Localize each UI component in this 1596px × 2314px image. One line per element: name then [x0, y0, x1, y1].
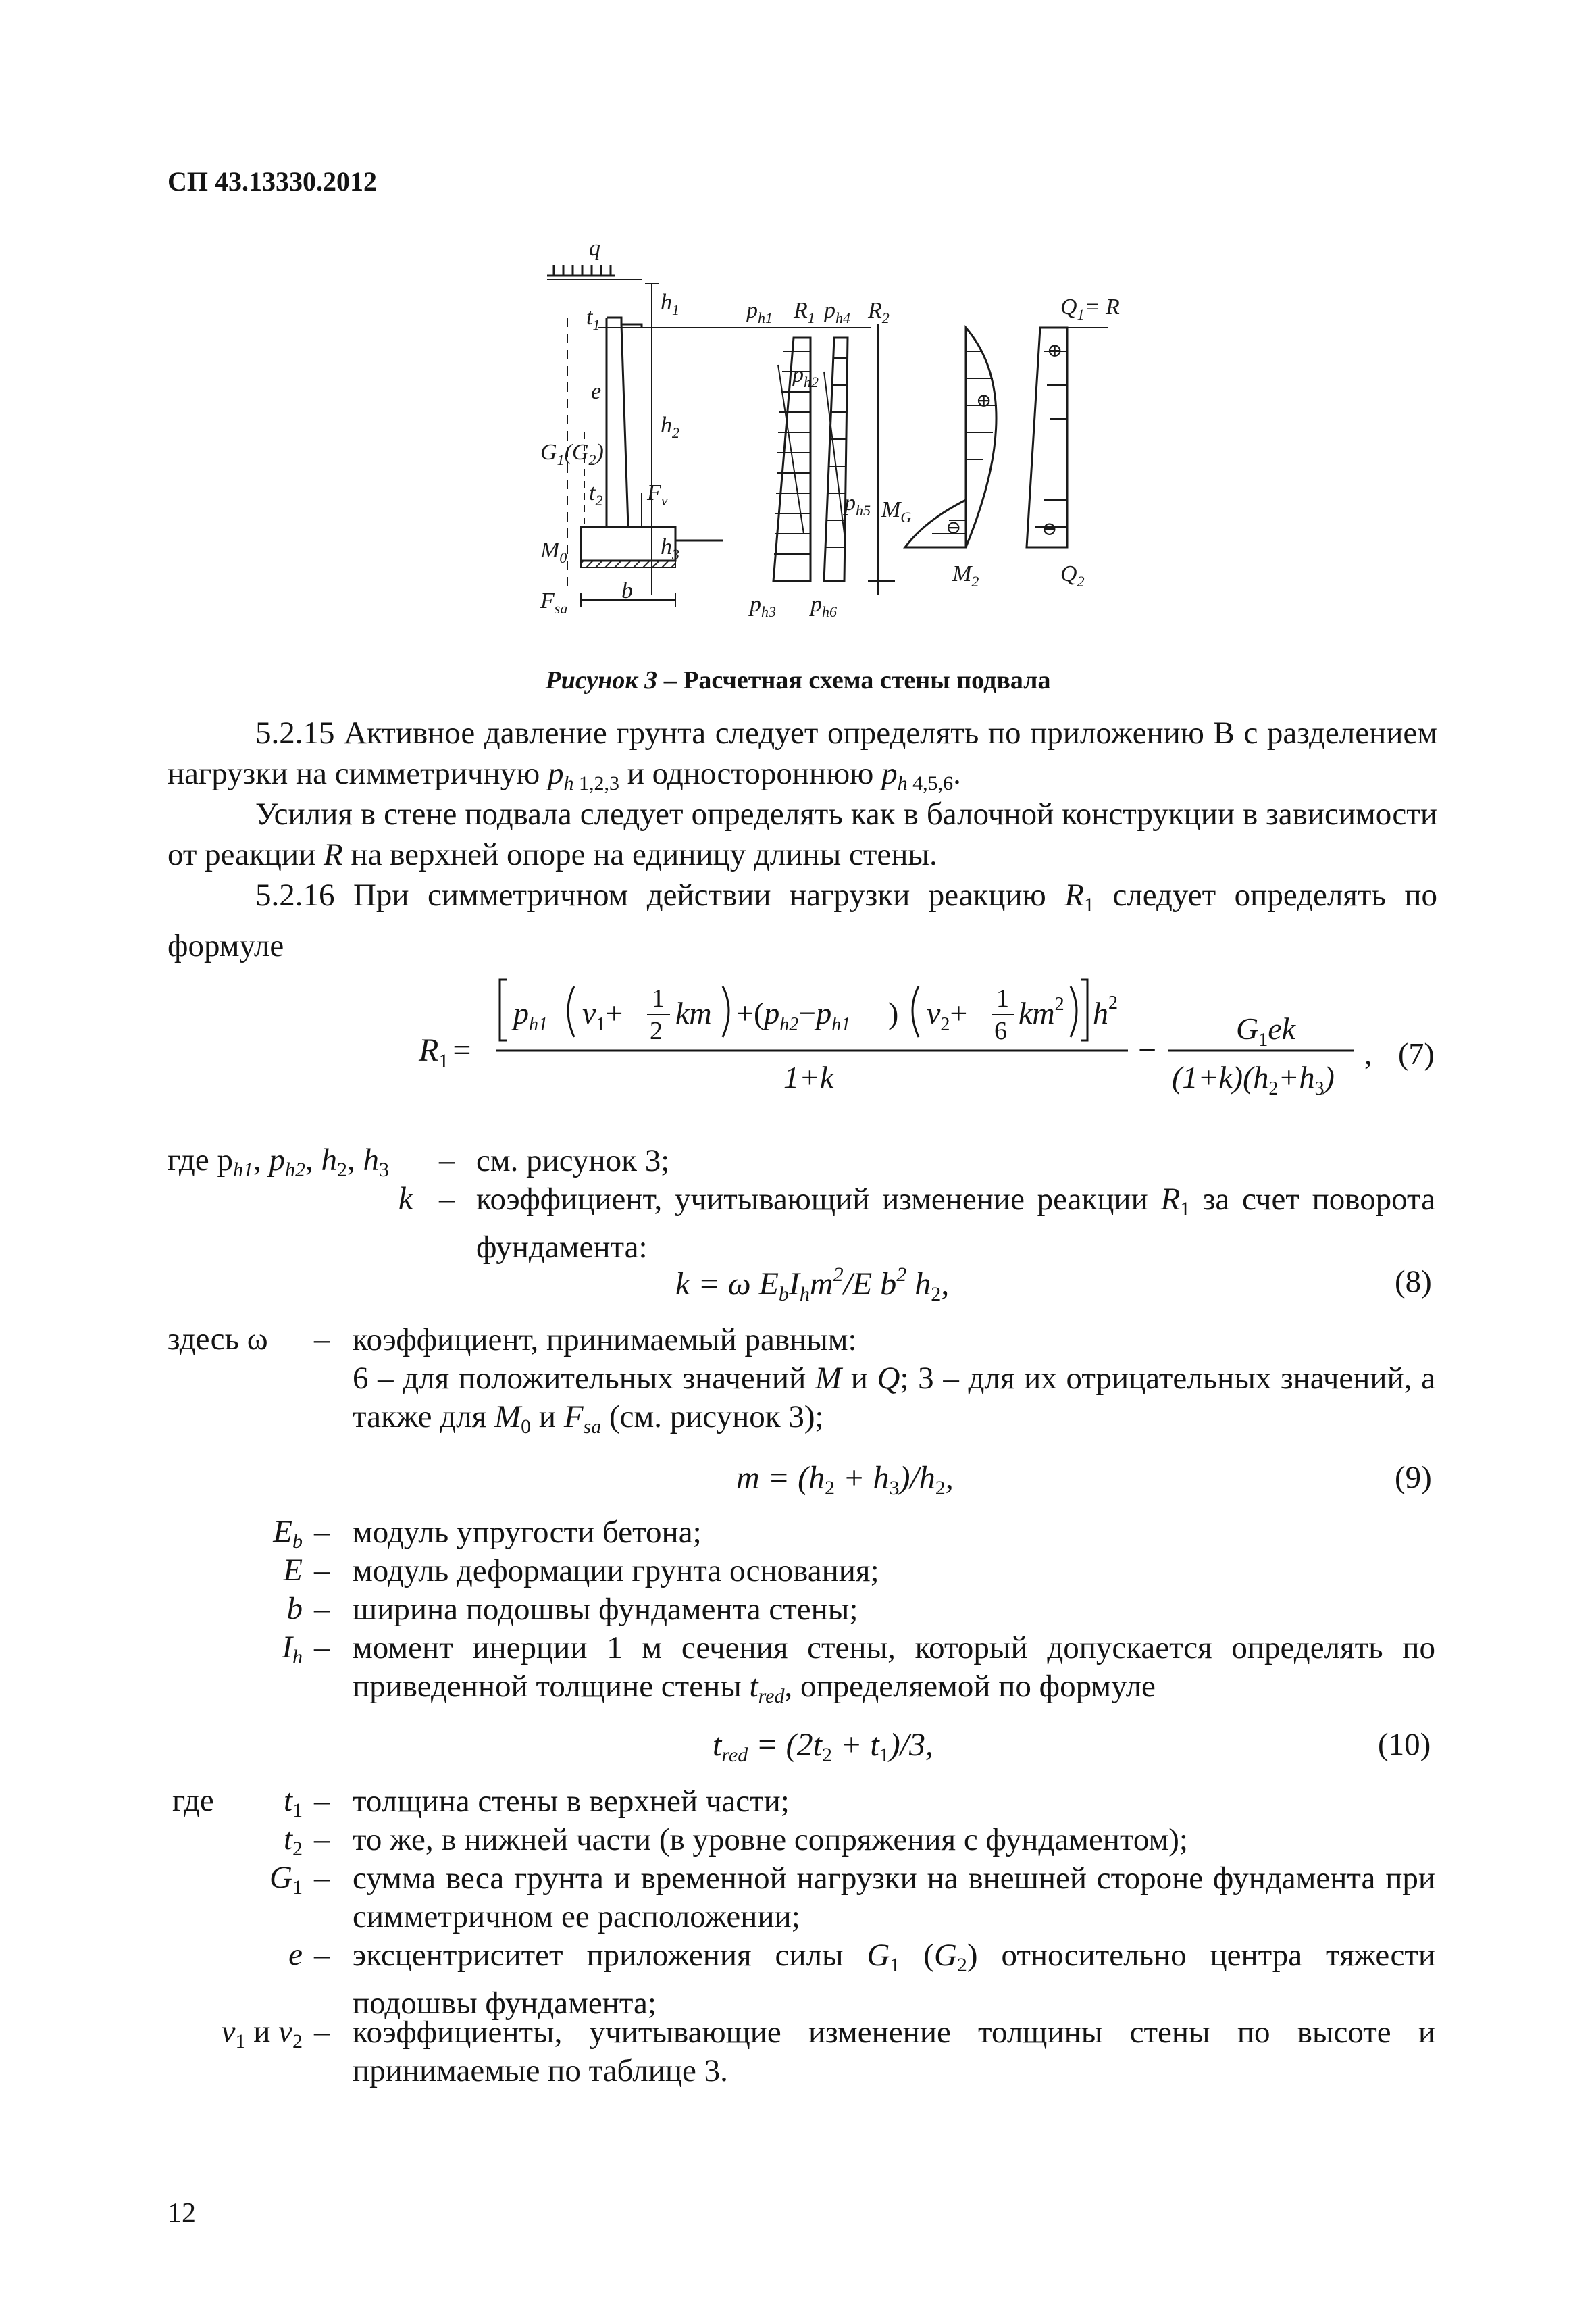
- def-term-t1: $t_1$: [283, 1783, 303, 1821]
- svg-text:6: 6: [994, 1017, 1007, 1045]
- label-t2: $t_2$: [589, 480, 603, 509]
- def-text-G1: сумма веса грунта и временной нагрузки на внешней стороне фундамента при симметричном ее расположении;: [353, 1861, 1435, 1934]
- formula-9-number: (9): [1395, 1460, 1432, 1495]
- def-term-k: k: [398, 1181, 413, 1216]
- label-M0: $M_0$: [540, 538, 567, 566]
- svg-text:(1+k)(h2+h3): $(1+k)(h_2+h_3)$: [1172, 1060, 1335, 1099]
- formula-10: tred = $(2t_2 + t_1)/3$,: [713, 1727, 934, 1766]
- def-lead-where: где: [172, 1783, 214, 1818]
- def-text-Eb: модуль упругости бетона;: [353, 1515, 702, 1550]
- figure-caption: Рисунок 3 – Расчетная схема стены подвала: [545, 666, 1051, 695]
- def-term-t2: $t_2$: [283, 1821, 303, 1860]
- def-term-p-h: где ph1, ph2, $h_2$, $h_3$: [168, 1142, 389, 1181]
- svg-text:ν1+: $\nu_1+$: [582, 996, 623, 1035]
- label-ph2: $p_{h2}$: [792, 362, 819, 391]
- def-term-G1: $G_1$: [269, 1860, 303, 1898]
- formula-9: $m = (h_2 + h_3)/h_2$,: [736, 1460, 954, 1499]
- def-text-omega-values: 6 – для положительных значений M и Q; 3 – для их отрицательных значений, а также для $M_0$ и Fsa (см. рисунок 3);: [353, 1361, 1435, 1438]
- label-h3: $h_3$: [661, 534, 679, 563]
- dash: –: [314, 1937, 330, 1972]
- svg-text:2: 2: [650, 1017, 663, 1045]
- svg-text:R1=: $R_1$ =: [419, 1032, 471, 1072]
- plus-sign-moment: ⊕: [976, 391, 992, 411]
- def-text-see-figure: см. рисунок 3;: [476, 1143, 670, 1178]
- dash: –: [314, 1630, 330, 1665]
- label-ph4: $p_{h4}$: [824, 298, 850, 326]
- plus-sign-shear: ⊕: [1047, 341, 1063, 361]
- svg-text:1+k: 1+k: [783, 1060, 834, 1095]
- def-text-E: модуль деформации грунта основания;: [353, 1553, 879, 1588]
- label-ph5: $p_{h5}$: [844, 491, 871, 519]
- def-text-e: эксцентриситет приложения силы $G_1$ $(G_2)$ относительно центра тяжести подошвы фундамента;: [353, 1938, 1436, 2021]
- def-term-b: b: [286, 1591, 303, 1626]
- minus-sign-moment: ⊖: [946, 518, 962, 538]
- dash: –: [314, 1860, 330, 1895]
- basement-wall-diagram: [527, 230, 1175, 635]
- def-text-t1: толщина стены в верхней части;: [353, 1784, 790, 1819]
- def-term-Eb: Eb: [273, 1514, 303, 1553]
- dash: –: [439, 1181, 455, 1216]
- label-Fv: $F_v$: [647, 480, 668, 509]
- formula-8: k = ω EbIhm$^2$/E $b^2$ $h_2$,: [675, 1263, 950, 1305]
- def-term-nu: $\nu_1$ и $\nu_2$: [221, 2014, 303, 2053]
- svg-text:km: km: [675, 996, 712, 1030]
- def-text-t2: то же, в нижней части (в уровне сопряжения с фундаментом);: [353, 1822, 1188, 1857]
- document-code: СП 43.13330.2012: [168, 166, 377, 197]
- svg-text:(7): (7): [1398, 1036, 1435, 1071]
- def-text-nu: коэффициенты, учитывающие изменение толщины стены по высоте и принимаемые по таблице 3.: [353, 2015, 1435, 2088]
- label-h1: $h_1$: [661, 290, 679, 318]
- dash: –: [314, 1553, 330, 1588]
- svg-text:ph1: $p_{h1}$: [513, 996, 548, 1035]
- dash: –: [314, 1591, 330, 1626]
- dash: –: [314, 2014, 330, 2049]
- svg-text:1: 1: [652, 984, 665, 1013]
- def-text-omega: коэффициент, принимаемый равным:: [353, 1322, 857, 1357]
- label-MG: $M_G$: [881, 497, 912, 526]
- svg-text:h2: $h^2$: [1093, 992, 1118, 1030]
- def-term-omega: здесь ω: [168, 1322, 268, 1357]
- minus-sign-shear: ⊖: [1041, 519, 1058, 540]
- svg-text:km2: $km^2$: [1019, 994, 1064, 1030]
- def-text-k: коэффициент, учитывающий изменение реакции $R_1$ за счет поворота фундамента:: [476, 1182, 1436, 1265]
- def-term-E: E: [283, 1553, 303, 1588]
- formula-8-number: (8): [1395, 1264, 1432, 1299]
- dash: –: [314, 1514, 330, 1549]
- dash: –: [314, 1783, 330, 1818]
- label-b: b: [621, 578, 633, 603]
- label-Fsa: $F_{sa}$: [540, 588, 568, 617]
- label-R1: $R_1$: [794, 298, 815, 326]
- formula-10-number: (10): [1378, 1727, 1431, 1762]
- paragraph-forces: Усилия в стене подвала следует определять как в балочной конструкции в зависимости от реакции R на верхней опоре на единицу длины стены.: [168, 797, 1437, 872]
- svg-text:G1ek: $G_1ek$: [1236, 1011, 1296, 1051]
- svg-text:−: −: [1138, 1032, 1157, 1068]
- def-text-b: ширина подошвы фундамента стены;: [353, 1592, 858, 1627]
- svg-text:ν2+: $\nu_2+$: [927, 996, 968, 1035]
- def-text-Ih: момент инерции 1 м сечения стены, который допускается определять по приведенной толщине стены tred, определяемой по формуле: [353, 1630, 1435, 1707]
- label-ph1: $p_{h1}$: [746, 298, 773, 326]
- label-M2: $M_2$: [952, 561, 979, 590]
- dash: –: [439, 1142, 455, 1178]
- dash: –: [314, 1821, 330, 1857]
- dash: –: [314, 1322, 330, 1357]
- page-number: 12: [168, 2198, 196, 2229]
- label-Q2: $Q_2$: [1060, 561, 1085, 590]
- paragraph-5-2-16: 5.2.16 При симметричном действии нагрузки реакцию $R_1$ следует определять по формуле: [168, 878, 1438, 963]
- def-term-Ih: Ih: [282, 1630, 303, 1668]
- def-term-e: e: [288, 1937, 303, 1972]
- label-Q1-R: $Q_1= R$: [1060, 295, 1120, 323]
- label-h2: $h_2$: [661, 413, 679, 441]
- svg-text:,: ,: [1364, 1036, 1372, 1071]
- paragraph-5-2-15: 5.2.15 Активное давление грунта следует определять по приложению В с разделением нагрузки на симметричную ph $_{1,2,3}$ и одностороннюю ph $_{4,5,6}$.: [168, 715, 1437, 795]
- label-t1: $t_1$: [586, 305, 600, 333]
- label-ph6: $p_{h6}$: [810, 592, 837, 620]
- svg-text:): ): [888, 996, 899, 1030]
- label-e: e: [591, 379, 602, 404]
- label-ph3: $p_{h3}$: [750, 592, 776, 620]
- label-R2: $R_2$: [868, 298, 890, 326]
- svg-text:+(ph2−ph1: $+(p_{h2}-p_{h1}$: [736, 996, 851, 1035]
- label-G1G2: $G_1(G_2)$: [540, 440, 604, 468]
- formula-7: [405, 966, 1459, 1122]
- svg-text:1: 1: [996, 984, 1009, 1013]
- label-q: q: [589, 236, 600, 261]
